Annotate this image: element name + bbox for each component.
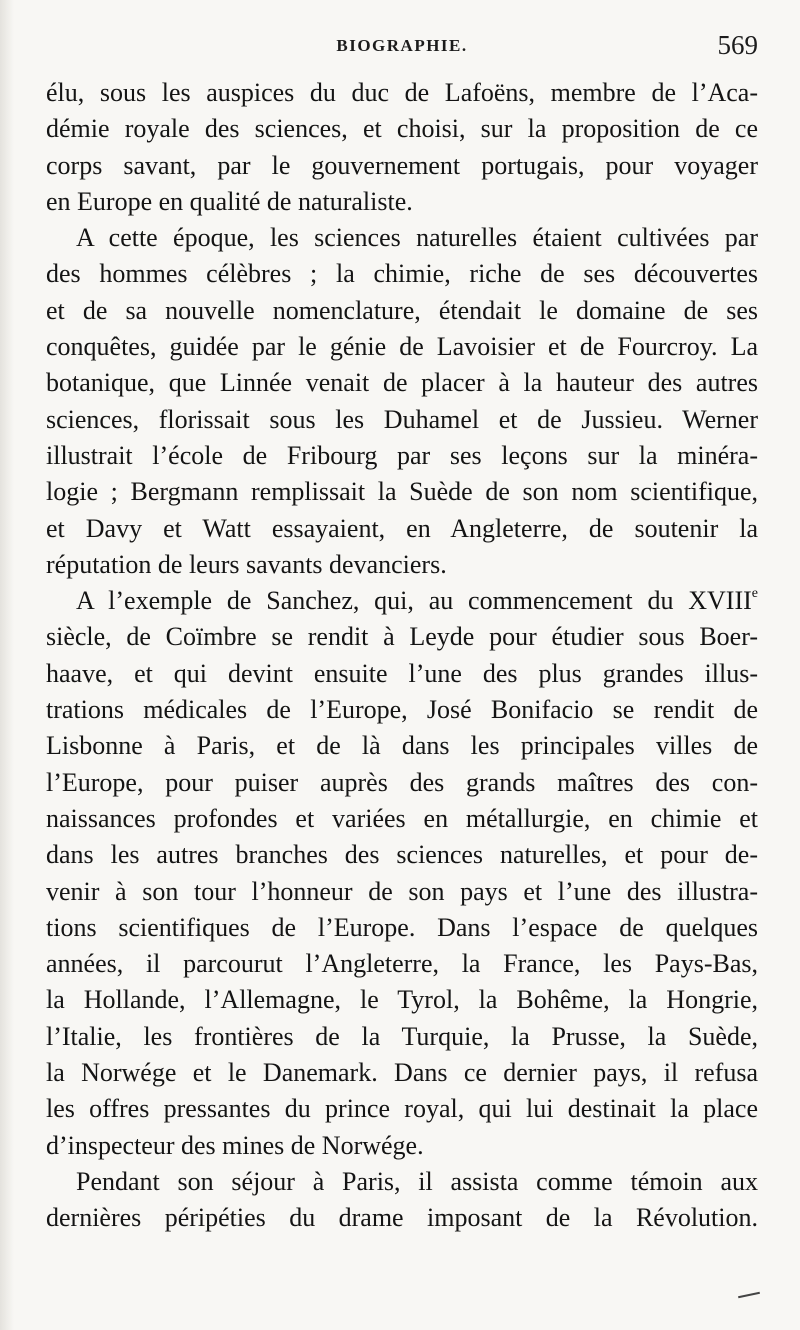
text-line: élu, sous les auspices du duc de Lafoëns, membre de l’Aca- <box>46 78 758 107</box>
text-line: naissances profondes et variées en métallurgie, en chimie et <box>46 803 758 833</box>
text-line: conquêtes, guidée par le génie de Lavoisier et de Fourcroy. La <box>46 332 758 362</box>
text-line: Lisbonne à Paris, et de là dans les principales villes de <box>46 731 758 761</box>
text-line: d’inspecteur des mines de Norwége. <box>46 1130 424 1160</box>
century-roman-numeral: XVIII <box>688 586 752 616</box>
text-line: logie ; Bergmann remplissait la Suède de son nom scientifique, <box>46 477 758 507</box>
text-line: la Hollande, l’Allemagne, le Tyrol, la Bohême, la Hongrie, <box>46 985 758 1015</box>
text-line: siècle, de Coïmbre se rendit à Leyde pour étudier sous Boer- <box>46 622 758 652</box>
paragraph-4 <box>46 1164 758 1237</box>
paragraph-1 <box>46 75 758 220</box>
text-line: et Davy et Watt essayaient, en Angleterre, de soutenir la <box>46 513 758 543</box>
page-header <box>46 28 758 68</box>
text-line: illustrait l’école de Fribourg par ses leçons sur la minéra- <box>46 440 758 470</box>
page-gutter-shadow <box>0 0 14 1330</box>
text-line: A cette époque, les sciences naturelles étaient cultivées par <box>76 223 758 253</box>
text-line: trations médicales de l’Europe, José Bonifacio se rendit de <box>46 695 758 725</box>
text-line: venir à son tour l’honneur de son pays et l’une des illustra- <box>46 876 758 906</box>
ink-mark <box>738 1292 760 1299</box>
text-line-with-century <box>46 583 758 619</box>
text-line: tions scientifiques de l’Europe. Dans l’espace de quelques <box>46 912 758 942</box>
text-line: l’Italie, les frontières de la Turquie, la Prusse, la Suède, <box>46 1021 758 1051</box>
text-line: sciences, florissait sous les Duhamel et de Jussieu. Werner <box>46 404 758 434</box>
text-line-start: A l’exemple de Sanchez, qui, au commencement du <box>76 586 689 616</box>
text-line: et de sa nouvelle nomenclature, étendait le domaine de ses <box>46 295 758 325</box>
text-line: dans les autres branches des sciences naturelles, et pour de- <box>46 840 758 870</box>
text-line: années, il parcourut l’Angleterre, la France, les Pays-Bas, <box>46 949 758 979</box>
text-line: les offres pressantes du prince royal, qui lui destinait la place <box>46 1094 758 1124</box>
text-line: haave, et qui devint ensuite l’une des plus grandes illus- <box>46 658 758 688</box>
text-line: réputation de leurs savants devanciers. <box>46 549 447 579</box>
paragraph-3 <box>46 583 758 1164</box>
text-line: botanique, que Linnée venait de placer à la hauteur des autres <box>46 368 758 398</box>
text-line: des hommes célèbres ; la chimie, riche de ses découvertes <box>46 259 758 289</box>
running-head: BIOGRAPHIE. <box>336 36 468 55</box>
century-superscript: e <box>751 586 758 602</box>
text-line: la Norwége et le Danemark. Dans ce dernier pays, il refusa <box>46 1058 758 1088</box>
text-line: Pendant son séjour à Paris, il assista comme témoin aux <box>76 1166 758 1196</box>
body-text <box>46 75 758 1237</box>
text-line: corps savant, par le gouvernement portugais, pour voyager <box>46 150 758 180</box>
text-line: en Europe en qualité de naturaliste. <box>46 186 413 216</box>
page-number: 569 <box>717 30 758 60</box>
text-line: démie royale des sciences, et choisi, sur la proposition de ce <box>46 114 758 144</box>
paragraph-2 <box>46 220 758 583</box>
text-line: dernières péripéties du drame imposant de la Révolution. <box>46 1203 758 1233</box>
text-line: l’Europe, pour puiser auprès des grands maîtres des con- <box>46 767 758 797</box>
